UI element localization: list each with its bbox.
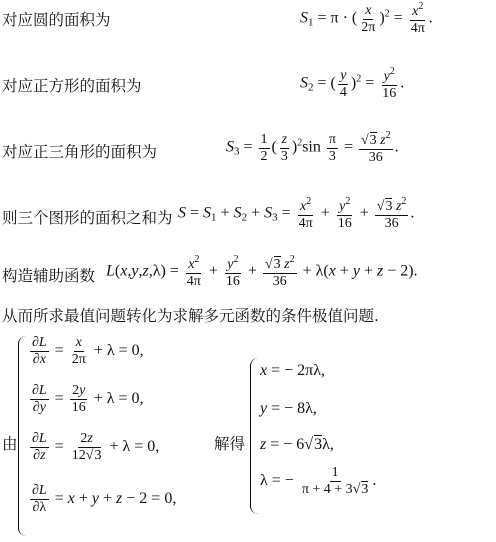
- right-brace: [250, 358, 259, 514]
- equation-dz: $\frac{\partial L}{\partial z}$ = $\frac{2z}{12√3}$ + λ = 0,: [32, 431, 160, 463]
- square-area-formula: $S_2$ = ( $\frac{y}{4}$ )$^2$ = $\frac{y^2}{16}$ .: [300, 66, 405, 101]
- triangle-area-formula: $S_3$ = $\frac{1}{2}$ ( $\frac{z}{3}$ )$^2$sin $\frac{\pi}{3}$ = $\frac{√3 z^2}{36}$ .: [226, 130, 399, 165]
- triangle-area-label: 对应正三角形的面积为: [2, 143, 158, 161]
- solution-x: x = − 2πλ,: [260, 362, 325, 379]
- aux-label: 构造辅助函数: [2, 267, 96, 285]
- equation-dlambda: $\frac{\partial L}{\partial\lambda}$ = x + y + z − 2 = 0,: [32, 483, 177, 515]
- you-label: 由: [2, 435, 18, 453]
- circle-area-formula: $S_1 = \pi$ · ( $\frac{x}{2\pi}$ )$^2$ = $\frac{x^2}{4\pi}$ .: [300, 1, 433, 36]
- circle-area-label: 对应圆的面积为: [2, 11, 111, 29]
- solution-lambda: λ = − $\frac{1}{\pi + 4 + 3√3}$ .: [260, 465, 377, 497]
- solve-label: 解得: [214, 435, 246, 453]
- aux-formula: L(x,y,z,λ) = $\frac{x^2}{4\pi}$ + $\frac{y^2}{16}$ + $\frac{√3 z^2}{36}$ + λ(x + y + z − 2).: [106, 254, 418, 289]
- solution-y: y = − 8λ,: [260, 400, 317, 417]
- square-area-label: 对应正方形的面积为: [2, 77, 142, 95]
- sum-formula: $S = S_1 + S_2 + S_3$ = $\frac{x^2}{4\pi}$ + $\frac{y^2}{16}$ + $\frac{√3 z^2}{36}$ .: [178, 196, 415, 231]
- solution-z: z = − 6√3λ,: [260, 436, 334, 453]
- left-brace: [18, 336, 27, 536]
- sum-label: 则三个图形的面积之和为: [2, 209, 173, 227]
- equation-dy: $\frac{\partial L}{\partial y}$ = $\frac{2y}{16}$ + λ = 0,: [32, 383, 144, 415]
- equation-dx: $\frac{\partial L}{\partial x}$ = $\frac{x}{2\pi}$ + λ = 0,: [32, 335, 144, 367]
- conversion-text: 从而所求最值问题转化为求解多元函数的条件极值问题.: [2, 307, 379, 325]
